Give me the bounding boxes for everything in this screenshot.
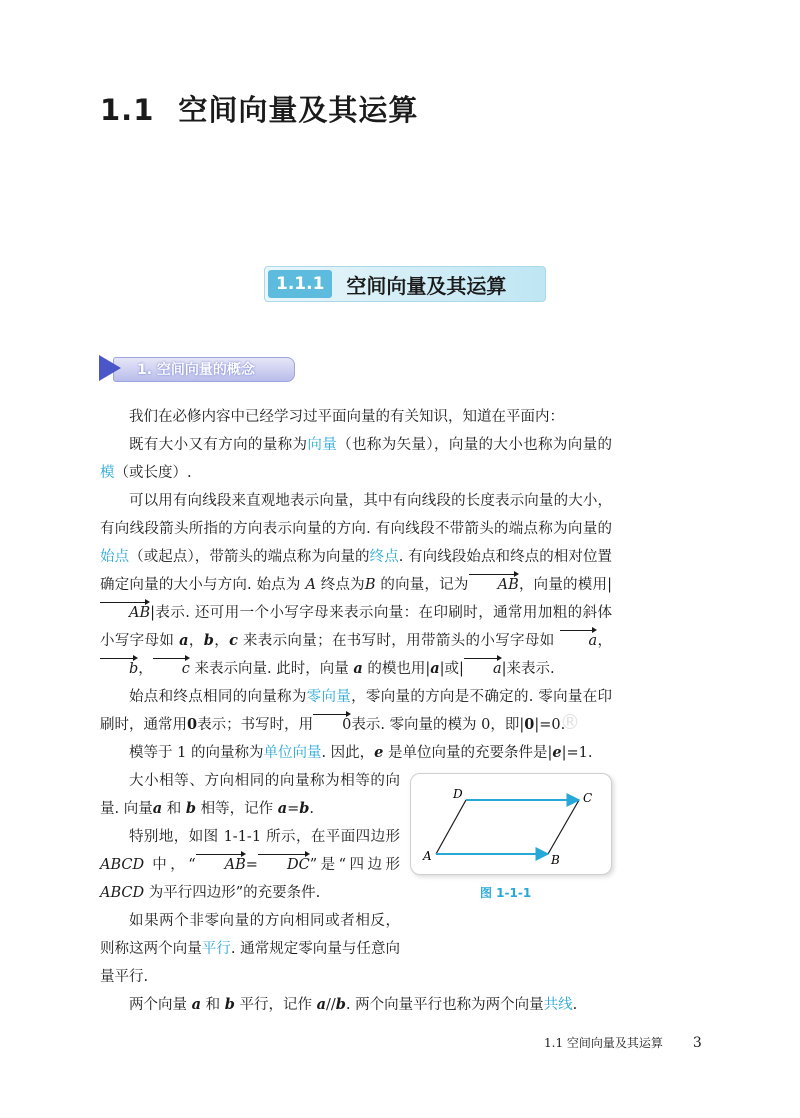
parallelogram-diagram bbox=[411, 774, 611, 874]
p6-c: 相等，记作 bbox=[200, 801, 274, 817]
bold-a: a bbox=[179, 632, 189, 649]
section-banner bbox=[264, 266, 546, 302]
p4-b: ，零向量的方向是不确定的. 零向量在印刷时，通常用 bbox=[100, 689, 613, 733]
p6-b: 和 bbox=[166, 801, 182, 817]
keyword-end-point: 终点 bbox=[369, 549, 399, 565]
figure-caption: 图 1-1-1 bbox=[480, 886, 532, 900]
p4-c: 表示；书写时，用 bbox=[197, 717, 314, 733]
bold-a: a bbox=[316, 996, 326, 1013]
page-number: 3 bbox=[692, 1035, 702, 1051]
p9-and: 和 bbox=[205, 997, 221, 1013]
bold-c: c bbox=[229, 632, 238, 649]
keyword-unit-vector: 单位向量 bbox=[263, 745, 322, 761]
var-abcd: ABCD bbox=[100, 857, 145, 873]
p3-a: 可以用有向线段来直观地表示向量，其中有向线段的长度表示向量的大小，有向线段箭头所指的方向表示向量的方向. 有向线段不带箭头的端点称为向量的 bbox=[100, 493, 612, 537]
var-b-point: B bbox=[364, 577, 376, 593]
var-abcd: ABCD bbox=[100, 885, 145, 901]
vector-ab-modulus: AB bbox=[100, 599, 150, 627]
p9-b: 平行，记作 bbox=[239, 997, 312, 1013]
eq: = bbox=[245, 857, 258, 873]
vector-ab: AB bbox=[469, 571, 519, 599]
p5-c: 是单位向量的充要条件是| bbox=[388, 745, 553, 761]
paragraph-8 bbox=[100, 907, 400, 991]
paragraph-3 bbox=[100, 487, 612, 683]
eq: = bbox=[287, 801, 300, 817]
bold-e: e bbox=[374, 744, 384, 761]
watermark-icon: ® bbox=[560, 710, 580, 734]
keyword-start-point: 始点 bbox=[100, 549, 130, 565]
p3-h: 来表示向量；在书写时，用带箭头的小写字母如 bbox=[242, 633, 555, 649]
arrow-icon bbox=[99, 355, 121, 381]
p2-c: （或长度）. bbox=[114, 465, 192, 481]
p7-b: 中，“ bbox=[152, 857, 196, 873]
p4-d: 表示. 零向量的模为 0，即| bbox=[351, 717, 525, 733]
bold-a: a bbox=[430, 660, 440, 677]
chapter-number: 1.1 bbox=[100, 93, 155, 127]
bold-b: b bbox=[335, 996, 346, 1013]
footer-chapter: 1.1 空间向量及其运算 bbox=[544, 1036, 663, 1050]
bold-b: b bbox=[203, 632, 214, 649]
p9-c: . 两个向量平行也称为两个向量 bbox=[345, 997, 544, 1013]
vector-ab: AB bbox=[196, 851, 246, 879]
subsection-banner bbox=[99, 355, 295, 382]
text-column-with-figure bbox=[100, 767, 400, 991]
p5-b: . 因此， bbox=[321, 745, 375, 761]
label-d: D bbox=[453, 787, 463, 801]
bold-a: a bbox=[191, 996, 202, 1013]
body-text bbox=[100, 403, 612, 1019]
subsection-label: 1. 空间向量的概念 bbox=[137, 362, 255, 378]
page-footer bbox=[544, 1034, 702, 1051]
label-a: A bbox=[423, 849, 432, 863]
p3-b: （或起点），带箭头的端点称为向量的 bbox=[129, 549, 370, 565]
arrow-a: a bbox=[560, 627, 598, 655]
p5-d: |=1. bbox=[561, 745, 593, 761]
p3-i: 来表示向量. 此时，向量 bbox=[194, 661, 349, 677]
keyword-parallel: 平行 bbox=[201, 941, 231, 957]
arrow-a: a bbox=[464, 655, 502, 683]
keyword-vector: 向量 bbox=[307, 437, 338, 453]
p5-a: 模等于 1 的向量称为 bbox=[129, 745, 264, 761]
paragraph-6 bbox=[100, 767, 400, 823]
p7-c: ”是“四边形 bbox=[309, 857, 401, 873]
sep: ， bbox=[138, 661, 153, 677]
page-title bbox=[100, 88, 418, 129]
bold-b: b bbox=[185, 800, 196, 817]
keyword-collinear: 共线 bbox=[543, 997, 573, 1013]
bold-a: a bbox=[277, 800, 288, 817]
paragraph-4 bbox=[100, 683, 612, 739]
p3-l: |来表示. bbox=[501, 661, 555, 677]
p8-a: 如果两个非零向量的方向相同或者相反，则称这两个向量 bbox=[100, 913, 400, 957]
side-ad bbox=[436, 800, 466, 854]
p9-d: . bbox=[572, 997, 578, 1013]
section-number: 1.1.1 bbox=[268, 270, 332, 298]
paragraph-5 bbox=[100, 739, 612, 767]
p3-c: . 有向线段始点和终点的相对位置确定向量的大小与方向. 始点为 bbox=[100, 549, 613, 593]
paragraph-2 bbox=[100, 431, 612, 487]
dot: . bbox=[309, 801, 315, 817]
section-title: 空间向量及其运算 bbox=[346, 273, 507, 298]
figure-parallelogram bbox=[410, 773, 612, 875]
p3-f: ，向量的模用| bbox=[518, 577, 613, 593]
sep: ， bbox=[597, 633, 613, 649]
bold-zero: 0 bbox=[187, 716, 198, 733]
var-a-point: A bbox=[305, 577, 316, 593]
bold-b: b bbox=[224, 996, 235, 1013]
label-c: C bbox=[583, 791, 593, 805]
p3-k: |或| bbox=[439, 661, 464, 677]
p3-e: 的向量，记为 bbox=[380, 577, 469, 593]
bold-a: a bbox=[353, 660, 363, 677]
p9-a: 两个向量 bbox=[129, 997, 187, 1013]
parallel-sign: // bbox=[326, 997, 336, 1013]
paragraph-7 bbox=[100, 823, 400, 907]
label-b: B bbox=[551, 853, 560, 867]
bold-b: b bbox=[299, 800, 310, 817]
p3-d: 终点为 bbox=[320, 577, 365, 593]
arrow-c: c bbox=[153, 655, 190, 683]
arrow-b: b bbox=[100, 655, 138, 683]
p7-a: 特别地，如图 1-1-1 所示，在平面四边形 bbox=[129, 829, 400, 845]
arrow-zero: 0 bbox=[313, 711, 351, 739]
vector-dc: DC bbox=[258, 851, 310, 879]
keyword-zero-vector: 零向量 bbox=[306, 689, 352, 705]
p2-a: 既有大小又有方向的量称为 bbox=[129, 437, 308, 453]
bold-zero: 0 bbox=[524, 716, 535, 733]
sep: ， bbox=[188, 633, 204, 649]
paragraph-1 bbox=[100, 403, 612, 431]
side-bc bbox=[548, 800, 579, 854]
paragraph-9 bbox=[100, 991, 612, 1019]
p7-d: 为平行四边形”的充要条件. bbox=[148, 885, 321, 901]
p4-e: |=0. bbox=[534, 717, 566, 733]
p3-g: |表示. 还可用一个小写字母来表示向量：在印刷时，通常用加粗的斜体小写字母如 bbox=[100, 605, 612, 649]
p4-a: 始点和终点相同的向量称为 bbox=[129, 689, 307, 705]
chapter-title: 空间向量及其运算 bbox=[178, 93, 419, 127]
p6-a: 大小相等、方向相同的向量称为相等的向量. 向量 bbox=[100, 773, 400, 817]
bold-a: a bbox=[152, 800, 163, 817]
bold-e: e bbox=[552, 744, 562, 761]
p8-b: . 通常规定零向量与任意向量平行. bbox=[100, 941, 401, 985]
keyword-modulus: 模 bbox=[100, 465, 115, 481]
p3-j: 的模也用| bbox=[367, 661, 431, 677]
sep: ， bbox=[213, 633, 230, 649]
p1: 我们在必修内容中已经学习过平面向量的有关知识，知道在平面内： bbox=[129, 409, 564, 425]
p2-b: （也称为矢量），向量的大小也称为向量的 bbox=[337, 437, 612, 453]
